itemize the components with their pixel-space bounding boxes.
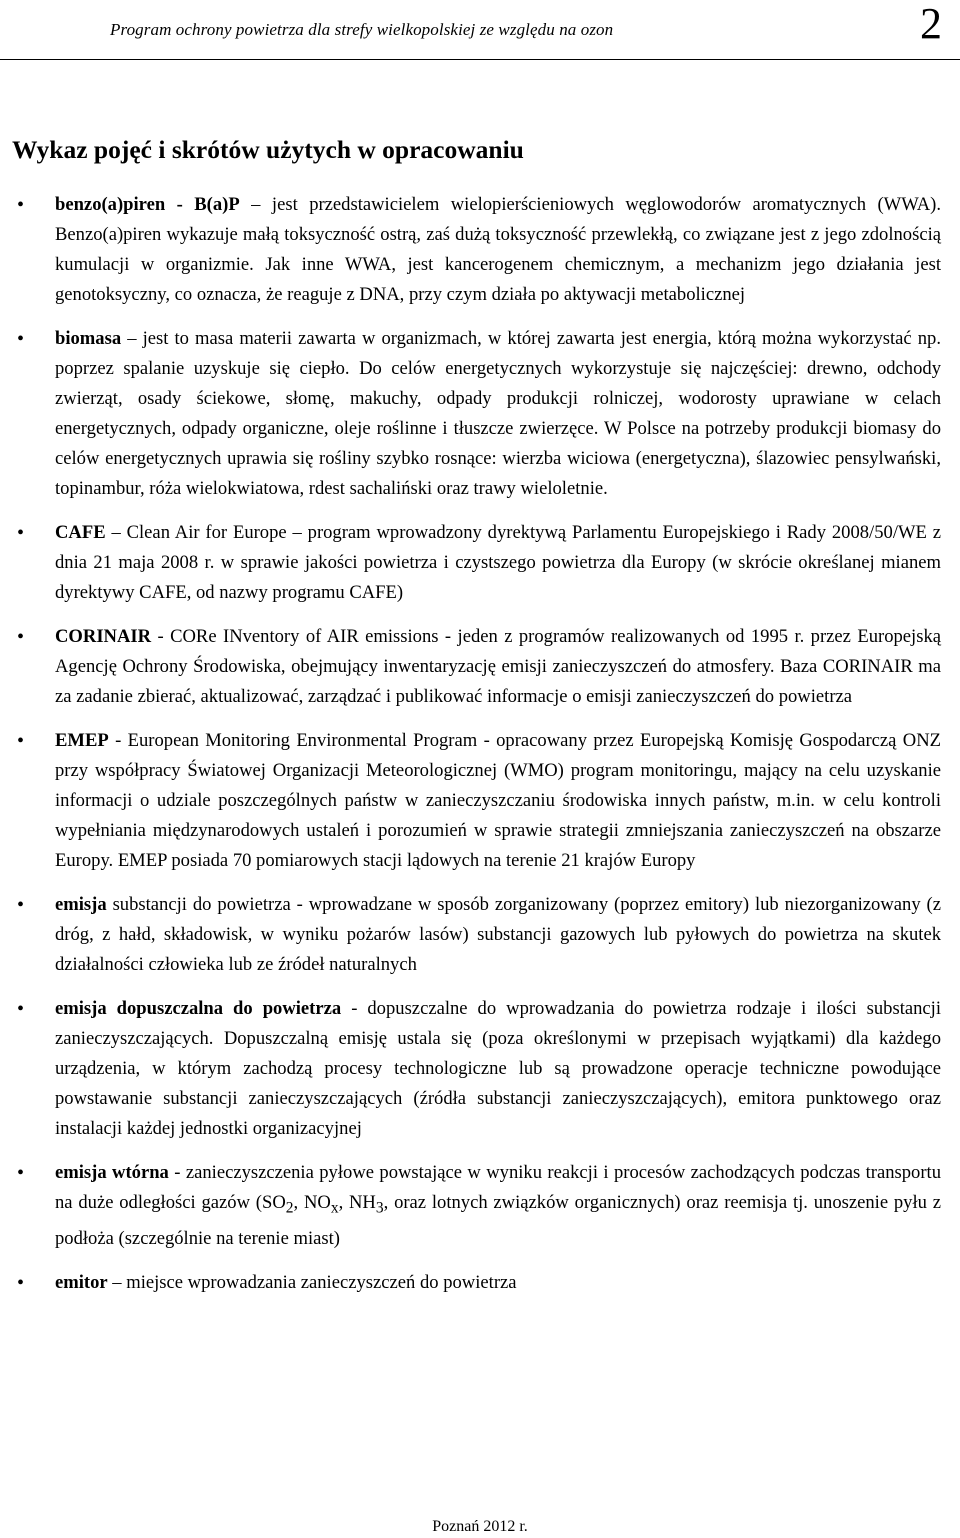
term-name: biomasa <box>55 328 122 349</box>
term-definition: – miejsce wprowadzania zanieczyszczeń do powietrza <box>107 1271 517 1293</box>
term-definition-part: , NH <box>338 1192 376 1213</box>
term-name: emisja wtórna <box>55 1162 169 1183</box>
term-definition: - European Monitoring Environmental Program - opracowany przez Europejską Komisję Gospodarczą ONZ przy współpracy Światowej Organizacji Meteorologicznej (WMO) program monitoringu, mający na celu uzyskanie informacji o udziale poszczególnych państw w zanieczyszczaniu środowiska innych państw, m.in. w celu kontroli wypełniania międzynarodowych ustaleń i porozumień w sprawie strategii zmniejszania zanieczyszczeń na obszarze Europy. EMEP posiada 70 pomiarowych stacji lądowych na terenie 21 krajów Europy <box>55 730 941 871</box>
term-definition: - dopuszczalne do wprowadzania do powietrza rodzaje i ilości substancji zanieczyszczających. Dopuszczalną emisję ustala się (poza określonymi w przepisach wyjątkami) dla każdego urządzenia, w którym zachodzą procesy technologiczne lub są prowadzone operacje techniczne powodujące powstawanie substancji zanieczyszczających (źródła substancji zanieczyszczających), emitora punktowego oraz instalacji każdej jednostki organizacyjnej <box>55 998 942 1139</box>
term-name: CAFE <box>55 522 106 543</box>
term-definition: substancji do powietrza - wprowadzane w sposób zorganizowany (poprzez emitory) lub niezorganizowany (z dróg, z hałd, składowisk, w wyniku pożarów lasów) substancji gazowych lub pyłowych do powietrza na skutek działalności człowieka lub ze źródeł naturalnych <box>55 894 941 975</box>
bullet-icon: • <box>17 522 25 544</box>
term-name: CORINAIR <box>55 626 152 647</box>
bullet-icon: • <box>17 894 25 916</box>
subscript: 2 <box>285 1199 294 1217</box>
page-number: 2 <box>920 0 942 48</box>
term-emitor <box>0 1268 960 1298</box>
term-name: emitor <box>55 1271 108 1293</box>
bullet-icon: • <box>17 998 25 1020</box>
page-header <box>0 0 960 62</box>
term-name: emisja <box>55 894 107 915</box>
term-emep <box>0 726 960 876</box>
term-name: EMEP <box>55 730 109 751</box>
term-name: benzo(a)piren - B(a)P <box>55 194 240 215</box>
term-cafe <box>0 518 960 608</box>
term-emisja-dopuszczalna <box>0 994 960 1144</box>
subscript: x <box>330 1199 339 1217</box>
term-emisja-wtorna <box>0 1158 960 1254</box>
terms-list <box>0 190 960 1312</box>
header-title: Program ochrony powietrza dla strefy wielkopolskiej ze względu na ozon <box>110 20 614 39</box>
term-emisja <box>0 890 960 980</box>
term-definition-part: - zanieczyszczenia pyłowe powstające w wyniku reakcji i procesów zachodzących podczas transportu na duże odległości gazów (SO <box>55 1162 941 1213</box>
term-definition-part: , oraz lotnych związków organicznych) oraz reemisja tj. unoszenie pyłu z podłoża (szczególnie na terenie miast) <box>55 1192 941 1249</box>
term-name: emisja dopuszczalna do powietrza <box>55 998 342 1019</box>
bullet-icon: • <box>17 1162 25 1184</box>
term-benzo-a-piren <box>0 190 960 310</box>
subscript: 3 <box>375 1199 384 1217</box>
term-biomasa <box>0 324 960 504</box>
page-footer: Poznań 2012 r. <box>432 1518 528 1535</box>
bullet-icon: • <box>17 1271 25 1294</box>
term-definition: - CORe INventory of AIR emissions - jeden z programów realizowanych od 1995 r. przez Europejską Agencję Ochrony Środowiska, obejmujący inwentaryzację emisji zanieczyszczeń do atmosfery. Baza CORINAIR ma za zadanie zbierać, aktualizować, zarządzać i publikować informacje o emisji zanieczyszczeń do powietrza <box>55 626 941 707</box>
term-definition-part: , NO <box>293 1192 331 1213</box>
header-divider <box>0 59 960 60</box>
section-title: Wykaz pojęć i skrótów użytych w opracowaniu <box>12 135 524 164</box>
bullet-icon: • <box>17 194 25 216</box>
bullet-icon: • <box>17 328 25 350</box>
term-definition: – Clean Air for Europe – program wprowadzony dyrektywą Parlamentu Europejskiego i Rady 2008/50/WE z dnia 21 maja 2008 r. w sprawie jakości powietrza i czystszego powietrza dla Europy (w skrócie określanej mianem dyrektywy CAFE, od nazwy programu CAFE) <box>55 522 941 603</box>
term-definition: – jest to masa materii zawarta w organizmach, w której zawarta jest energia, którą można wykorzystać np. poprzez spalanie uzyskuje się ciepło. Do celów energetycznych wykorzystuje się najczęściej: drewno, odchody zwierząt, osady ściekowe, słomę, makuchy, odpady produkcji rolniczej, wodorosty uprawiane w celach energetycznych, odpady organiczne, oleje roślinne i tłuszcze zwierzęce. W Polsce na potrzeby produkcji biomasy do celów energetycznych uprawia się rośliny szybko rosnące: wierzba wiciowa (energetyczna), ślazowiec pensylwański, topinambur, róża wielokwiatowa, rdest sachaliński oraz trawy wieloletnie. <box>55 328 941 499</box>
bullet-icon: • <box>17 730 25 752</box>
term-definition: – jest przedstawicielem wielopierścieniowych węglowodorów aromatycznych (WWA). Benzo(a)piren wykazuje małą toksyczność ostrą, zaś dużą toksyczność przewlekłą, co związane jest z jego zdolnością kumulacji w organizmie. Jak inne WWA, jest kancerogenem chemicznym, a mechanizm jego działania jest genotoksyczny, co oznacza, że reaguje z DNA, przy czym działa po aktywacji metabolicznej <box>55 194 941 305</box>
bullet-icon: • <box>17 626 25 648</box>
term-corinair <box>0 622 960 712</box>
